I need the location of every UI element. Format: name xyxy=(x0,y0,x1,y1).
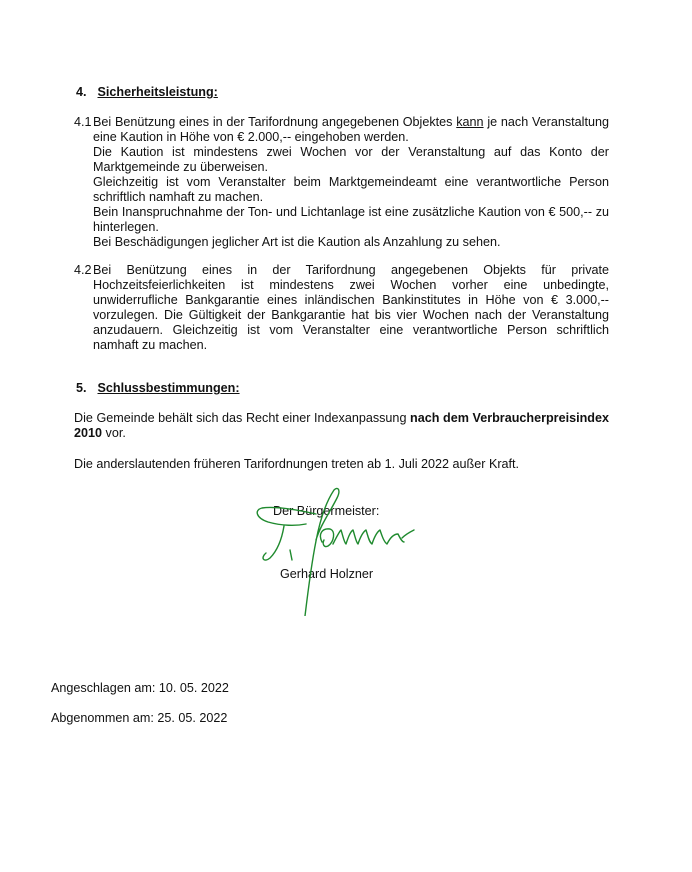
signature-title: Der Bürgermeister: xyxy=(273,504,380,518)
section-5-paragraph-1 xyxy=(74,411,609,441)
section-5-text-a: Die Gemeinde behält sich das Recht einer Indexanpassung xyxy=(74,411,411,425)
signature-block xyxy=(250,486,430,616)
signature-strokes xyxy=(257,488,414,616)
clause-4-1-text-b: je nach Veranstaltung eine Kaution in Höhe von € 2.000,-- eingehoben werden. xyxy=(93,115,609,144)
clause-4-2-number: 4.2 xyxy=(74,263,92,277)
section-4-number: 4. xyxy=(76,85,87,99)
clause-4-1-paragraph-5: Bei Beschädigungen jeglicher Art ist die Kaution als Anzahlung zu sehen. xyxy=(93,235,501,249)
section-4-heading xyxy=(76,85,218,100)
clause-4-1-paragraph-4: Bein Inanspruchnahme der Ton- und Lichtanlage ist eine zusätzliche Kaution von € 500,-- zu hinterlegen. xyxy=(93,205,609,234)
clause-4-2-body: Bei Benützung eines in der Tarifordnung angegebenen Objekts für private Hochzeitsfeierlichkeiten ist mindestens zwei Wochen vorher eine unbedingte, unwiderrufliche Bankgarantie eines inländischen Bankinstitutes in Höhe von € 3.000,-- vorzulegen. Die Gültigkeit der Bankgarantie hat bis vier Wochen nach der Veranstaltung anzudauern. Gleichzeitig ist vom Veranstalter eine verantwortliche Person schriftlich namhaft zu machen. xyxy=(93,263,609,352)
signature-name: Gerhard Holzner xyxy=(280,567,374,581)
section-5-heading xyxy=(76,381,240,396)
clause-4-1-number: 4.1 xyxy=(74,115,92,129)
posted-date: Angeschlagen am: 10. 05. 2022 xyxy=(51,681,229,695)
removed-date: Abgenommen am: 25. 05. 2022 xyxy=(51,711,228,725)
handwritten-signature xyxy=(250,486,430,616)
clause-4-1-body xyxy=(93,115,609,250)
clause-4-1 xyxy=(74,115,609,250)
section-5-number: 5. xyxy=(76,381,87,395)
clause-4-1-paragraph-3: Gleichzeitig ist vom Veranstalter beim Marktgemeindeamt eine verantwortliche Person schriftlich namhaft zu machen. xyxy=(93,175,609,204)
section-5-bold-text: nach dem Verbraucherpreisindex 2010 xyxy=(74,411,609,440)
clause-4-1-paragraph-1 xyxy=(93,115,609,145)
clause-4-1-kann: kann xyxy=(456,115,484,129)
section-4-title: Sicherheitsleistung: xyxy=(97,85,218,99)
clause-4-1-text-a: Bei Benützung eines in der Tarifordnung angegebenen Objektes xyxy=(93,115,457,129)
clause-4-2 xyxy=(74,263,609,353)
section-5-title: Schlussbestimmungen: xyxy=(97,381,240,395)
section-5-text-b: vor. xyxy=(102,426,126,440)
section-5-paragraph-2: Die anderslautenden früheren Tarifordnungen treten ab 1. Juli 2022 außer Kraft. xyxy=(74,457,520,471)
clause-4-1-paragraph-2: Die Kaution ist mindestens zwei Wochen vor der Veranstaltung auf das Konto der Marktgemeinde zu überweisen. xyxy=(93,145,609,174)
